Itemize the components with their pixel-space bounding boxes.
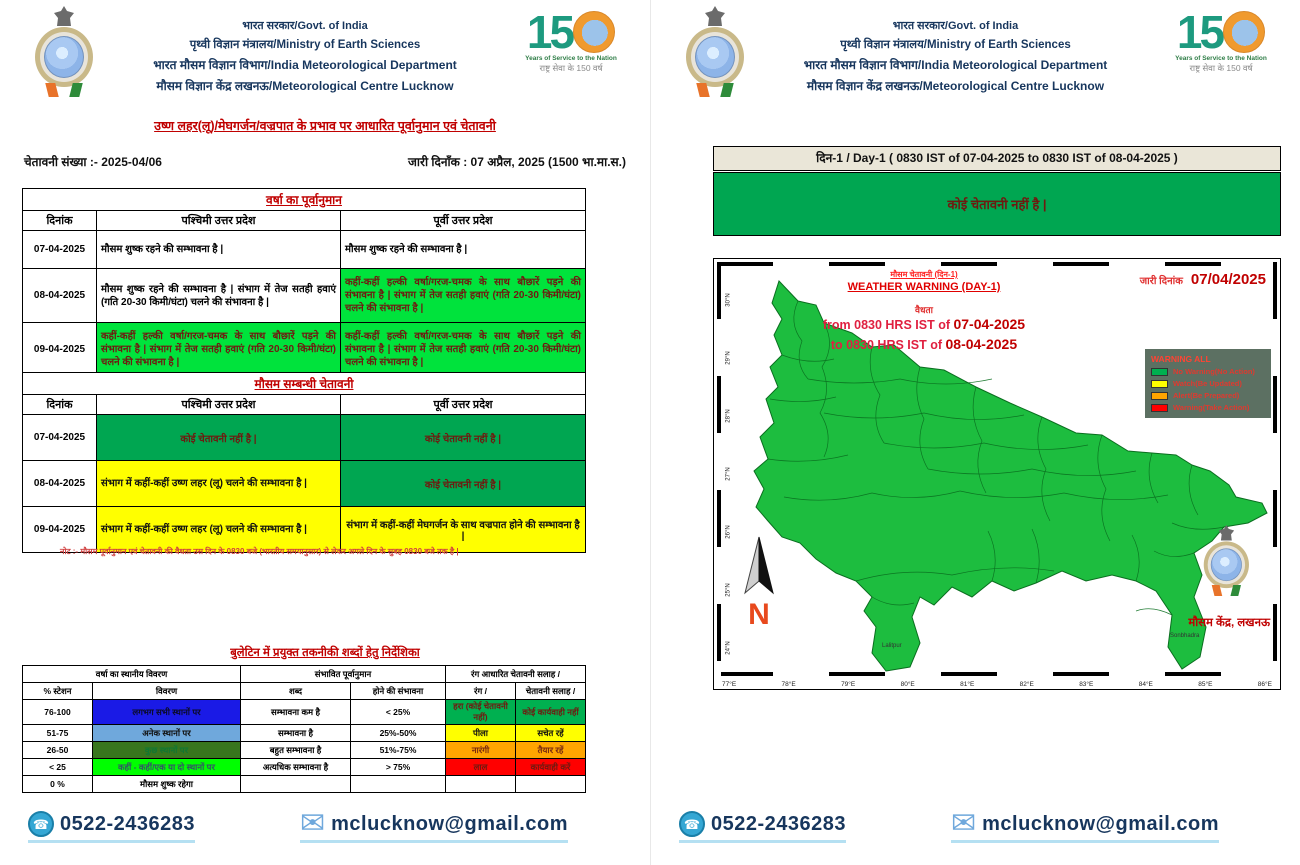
warning-date: 08-04-2025 [23, 461, 97, 507]
lat-label: 25°N [725, 583, 732, 597]
forecast-date: 08-04-2025 [23, 269, 97, 323]
glossary-table [22, 665, 586, 793]
cell-color: हरा (कोई चेतावनी नहीं) [446, 700, 516, 725]
legend-label: No Warning(No Action) [1173, 367, 1255, 376]
header-titles [105, 18, 505, 94]
district-label: Sonbhadra [1170, 633, 1200, 639]
map-credit: मौसम केंद्र, लखनऊ [1188, 617, 1270, 629]
col-east-up: पूर्वी उत्तर प्रदेश [341, 395, 586, 415]
ribbon-saffron [45, 83, 58, 97]
150-globe-icon [573, 11, 615, 53]
valid-to-label: to 0830 HRS IST of [830, 338, 943, 353]
lat-label: 27°N [725, 467, 732, 481]
map-title-block [774, 269, 1074, 293]
legend-label: Warning(Take Action) [1173, 403, 1250, 412]
table-row [23, 759, 586, 776]
warning-number: चेतावनी संख्या :- 2025-04/06 [24, 155, 162, 169]
contact-footer [0, 807, 650, 855]
centre-line: मौसम विज्ञान केंद्र लखनऊ/Meteorological Centre Lucknow [156, 79, 454, 93]
day1-banner: दिन-1 / Day-1 ( 0830 IST of 07-04-2025 to 0830 IST of 08-04-2025 ) [713, 146, 1281, 171]
imd-logo [26, 6, 102, 106]
table-header-row [23, 395, 586, 415]
group-color-advice: रंग आधारित चेतावनी सलाह / [446, 666, 586, 683]
col-west-up: पश्चिमी उत्तर प्रदेश [97, 395, 341, 415]
table-row [23, 776, 586, 793]
map-issue-date-block [1140, 271, 1266, 288]
imd-150-logo [1162, 6, 1280, 74]
warning-cell-east: संभाग में कहीं-कहीं मेघगर्जन के साथ वज्रपात होने की सम्भावना है | [341, 507, 586, 553]
cell-advice: तैयार रहें [516, 742, 586, 759]
table-row [23, 700, 586, 725]
map-title-hindi: मौसम चेतावनी (दिन-1) [890, 270, 958, 279]
warning-date: 07-04-2025 [23, 415, 97, 461]
col-color: रंग / [446, 683, 516, 700]
forecast-cell-west: मौसम शुष्क रहने की सम्भावना है | संभाग में तेज सतही हवाएं (गति 20-30 किमी/घंटा) चलने की संभावना है | [97, 269, 341, 323]
lon-label: 81°E [960, 681, 975, 688]
col-station-pct: % स्टेशन [23, 683, 93, 700]
warning-map-panel [713, 258, 1281, 690]
cell-color: लाल [446, 759, 516, 776]
col-chance: होने की संभावना [351, 683, 446, 700]
govt-line: भारत सरकार/Govt. of India [242, 20, 368, 32]
cell-station: 76-100 [23, 700, 93, 725]
valid-from-label: from 0830 HRS IST of [822, 318, 950, 332]
legend-item [1151, 379, 1265, 388]
cell-description: कहीं - कहीं/एक या दो स्थानों पर [93, 759, 241, 776]
imd-logo [677, 6, 753, 106]
group-probability: संभावित पूर्वानुमान [241, 666, 446, 683]
lon-label: 78°E [781, 681, 796, 688]
cell-description: अनेक स्थानों पर [93, 725, 241, 742]
legend-item [1151, 367, 1265, 376]
150-number: 15 [1176, 6, 1223, 58]
ashoka-emblem-icon [1219, 525, 1235, 541]
warning-legend [1145, 349, 1271, 418]
ashoka-emblem-icon [705, 6, 725, 26]
table-row [23, 742, 586, 759]
issue-datetime: जारी दिनाँक : 07 अप्रैल, 2025 (1500 भा.मा.स.) [408, 155, 626, 169]
department-line: भारत मौसम विज्ञान विभाग/India Meteorological Department [153, 58, 457, 72]
warning-date: 09-04-2025 [23, 507, 97, 553]
compass-n-label: N [748, 598, 770, 631]
forecast-table-caption: वर्षा का पूर्वानुमान [23, 189, 586, 211]
col-west-up: पश्चिमी उत्तर प्रदेश [97, 211, 341, 231]
150-number: 15 [526, 6, 573, 58]
cell-color: नारंगी [446, 742, 516, 759]
north-compass [736, 535, 782, 631]
bulletin-meta [24, 153, 626, 170]
forecast-cell-west: मौसम शुष्क रहने की सम्भावना है | [97, 231, 341, 269]
group-header-row [23, 666, 586, 683]
map-frame-tick-left [717, 262, 721, 676]
longitude-axis [722, 681, 1272, 688]
150-caption-hi: राष्ट्र सेवा के 150 वर्ष [539, 63, 603, 73]
phone-number: 0522-2436283 [60, 812, 196, 835]
warning-cell-east: कोई चेतावनी नहीं है | [341, 415, 586, 461]
issue-date-value: 07/04/2025 [1190, 271, 1266, 288]
phone-number: 0522-2436283 [711, 812, 847, 835]
lon-label: 86°E [1257, 681, 1272, 688]
email-contact[interactable] [300, 807, 568, 843]
cell-chance: > 75% [351, 759, 446, 776]
cell-term: सम्भावना कम है [241, 700, 351, 725]
forecast-date: 09-04-2025 [23, 323, 97, 377]
centre-line: मौसम विज्ञान केंद्र लखनऊ/Meteorological Centre Lucknow [806, 79, 1105, 93]
contact-footer [651, 807, 1300, 855]
legend-label: Watch(Be Updated) [1173, 379, 1242, 388]
cell-station: 0 % [23, 776, 93, 793]
lat-label: 24°N [725, 641, 732, 655]
rain-forecast-table [22, 188, 586, 377]
150-caption-hi: राष्ट्र सेवा के 150 वर्ष [1189, 63, 1253, 73]
cell-color: पीला [446, 725, 516, 742]
cell-chance: < 25% [351, 700, 446, 725]
forecast-cell-east: कहीं-कहीं हल्की वर्षा/गरज-चमक के साथ बौछारें पड़ने की संभावना है | संभाग में तेज सतही हवाएं (गति 20-30 किमी/घंटा) चलने की संभावना है | [341, 323, 586, 377]
legend-swatch-red [1151, 404, 1168, 412]
lon-label: 82°E [1019, 681, 1034, 688]
legend-label: Alert(Be Prepared) [1173, 391, 1240, 400]
150-caption-en: Years of Service to the Nation [1175, 55, 1267, 62]
email-contact[interactable] [951, 807, 1219, 843]
phone-contact [28, 811, 195, 843]
cell-term [241, 776, 351, 793]
forecast-cell-east: कहीं-कहीं हल्की वर्षा/गरज-चमक के साथ बौछारें पड़ने की संभावना है | संभाग में तेज सतही हवाएं (गति 20-30 किमी/घंटा) चलने की संभावना है | [341, 269, 586, 323]
cell-advice: कोई कार्यवाही नहीं [516, 700, 586, 725]
col-east-up: पूर्वी उत्तर प्रदेश [341, 211, 586, 231]
page-warning-map [650, 0, 1300, 865]
col-advice: चेतावनी सलाह / [516, 683, 586, 700]
ministry-line: पृथ्वी विज्ञान मंत्रालय/Ministry of Earth Sciences [189, 39, 421, 51]
cell-description: मौसम शुष्क रहेगा [93, 776, 241, 793]
legend-title: WARNING ALL [1151, 354, 1211, 364]
col-term: शब्द [241, 683, 351, 700]
weather-warning-table [22, 372, 586, 553]
lat-label: 26°N [725, 525, 732, 539]
forecast-cell-west: कहीं-कहीं हल्की वर्षा/गरज-चमक के साथ बौछारें पड़ने की संभावना है | संभाग में तेज सतही हवाएं (गति 20-30 किमी/घंटा) चलने की संभावना है | [97, 323, 341, 377]
ashoka-emblem-icon [54, 6, 74, 26]
ribbon-saffron [1212, 585, 1223, 596]
table-row [23, 725, 586, 742]
cell-advice: सचेत रहें [516, 725, 586, 742]
cell-term: बहुत सम्भावना है [241, 742, 351, 759]
lon-label: 83°E [1079, 681, 1094, 688]
legend-swatch-orange [1151, 392, 1168, 400]
page-header [651, 6, 1300, 108]
cell-chance [351, 776, 446, 793]
cell-description: कुछ स्थानों पर [93, 742, 241, 759]
valid-to-date: 08-04-2025 [945, 336, 1018, 353]
cell-chance: 51%-75% [351, 742, 446, 759]
ribbon-saffron [696, 83, 709, 97]
phone-icon: ☎ [679, 811, 705, 837]
cell-advice: कार्यवाही करें [516, 759, 586, 776]
map-title-english: WEATHER WARNING (DAY-1) [847, 281, 1001, 293]
imd-globe-icon [686, 27, 744, 87]
imd-logo-map [1197, 525, 1256, 603]
table-row [23, 231, 586, 269]
lat-label: 28°N [725, 409, 732, 423]
imd-globe-icon [35, 27, 93, 87]
issue-date-label: जारी दिनांक [1139, 276, 1183, 287]
lat-label: 29°N [725, 351, 732, 365]
legend-swatch-green [1151, 368, 1168, 376]
150-caption-en: Years of Service to the Nation [525, 55, 617, 62]
cell-station: 26-50 [23, 742, 93, 759]
north-arrow-icon [739, 535, 779, 597]
150-globe-icon [1223, 11, 1265, 53]
cell-chance: 25%-50% [351, 725, 446, 742]
ribbon-green [1230, 585, 1241, 596]
validity-period [754, 314, 1094, 355]
warning-cell-east: कोई चेतावनी नहीं है | [341, 461, 586, 507]
cell-station: 51-75 [23, 725, 93, 742]
imd-150-logo [512, 6, 630, 74]
warning-cell-west: कोई चेतावनी नहीं है | [97, 415, 341, 461]
ministry-line: पृथ्वी विज्ञान मंत्रालय/Ministry of Earth Sciences [840, 39, 1071, 51]
forecast-cell-east: मौसम शुष्क रहने की सम्भावना है | [341, 231, 586, 269]
col-date: दिनांक [23, 211, 97, 231]
forecast-date: 07-04-2025 [23, 231, 97, 269]
table-row [23, 323, 586, 377]
page-header [0, 6, 650, 108]
email-address[interactable]: mclucknow@gmail.com [982, 812, 1219, 835]
valid-from-date: 07-04-2025 [953, 316, 1026, 332]
cell-term: अत्यधिक सम्भावना है [241, 759, 351, 776]
lat-label: 30°N [725, 293, 732, 307]
envelope-icon: ✉ [300, 807, 326, 840]
warning-cell-west: संभाग में कहीं-कहीं उष्ण लहर (लू) चलने की सम्भावना है | [97, 461, 341, 507]
table-row [23, 269, 586, 323]
warning-cell-west: संभाग में कहीं-कहीं उष्ण लहर (लू) चलने की सम्भावना है | [97, 507, 341, 553]
cell-advice [516, 776, 586, 793]
no-warning-box: कोई चेतावनी नहीं है | [713, 172, 1281, 236]
col-description: विवरण [93, 683, 241, 700]
lon-label: 77°E [722, 681, 737, 688]
phone-contact [679, 811, 846, 843]
cell-term: सम्भावना है [241, 725, 351, 742]
validity-label: वैधता [914, 305, 933, 315]
table-row [23, 461, 586, 507]
table-header-row [23, 211, 586, 231]
imd-globe-icon [1204, 541, 1249, 588]
ribbon-green [69, 83, 82, 97]
group-rain-coverage: वर्षा का स्थानीय विवरण [23, 666, 241, 683]
lon-label: 85°E [1198, 681, 1213, 688]
cell-color [446, 776, 516, 793]
cell-description: लगभग सभी स्थानों पर [93, 700, 241, 725]
glossary-title: बुलेटिन में प्रयुक्त तकनीकी शब्दों हेतु निर्देशिका [230, 647, 420, 659]
lon-label: 84°E [1138, 681, 1153, 688]
district-label: Lalitpur [882, 643, 902, 649]
map-frame-tick-top [717, 262, 1277, 266]
ribbon-green [720, 83, 733, 97]
map-frame-tick-right [1273, 262, 1277, 676]
legend-item [1151, 403, 1265, 412]
header-titles [756, 18, 1155, 94]
legend-swatch-yellow [1151, 380, 1168, 388]
warning-table-caption: मौसम सम्बन्धी चेतावनी [23, 373, 586, 395]
department-line: भारत मौसम विज्ञान विभाग/India Meteorological Department [803, 58, 1108, 72]
lon-label: 79°E [841, 681, 856, 688]
email-address[interactable]: mclucknow@gmail.com [331, 812, 568, 835]
bulletin-title: उष्ण लहर(लू)/मेघगर्जन/वज्रपात के प्रभाव पर आधारित पूर्वानुमान एवं चेतावनी [154, 119, 496, 133]
envelope-icon: ✉ [951, 807, 977, 840]
cell-station: < 25 [23, 759, 93, 776]
legend-item [1151, 391, 1265, 400]
phone-icon: ☎ [28, 811, 54, 837]
validity-note: नोट :- मौसम पूर्वानुमान एवं चेतावनी की वैधता उस दिन के 0830 बजे (भारतीय समयानुसार) से लेकर अगले दिन के सुबह 0830 बजे तक है | [60, 547, 459, 556]
sub-header-row [23, 683, 586, 700]
table-row [23, 415, 586, 461]
col-date: दिनांक [23, 395, 97, 415]
govt-line: भारत सरकार/Govt. of India [892, 20, 1019, 32]
lon-label: 80°E [900, 681, 915, 688]
